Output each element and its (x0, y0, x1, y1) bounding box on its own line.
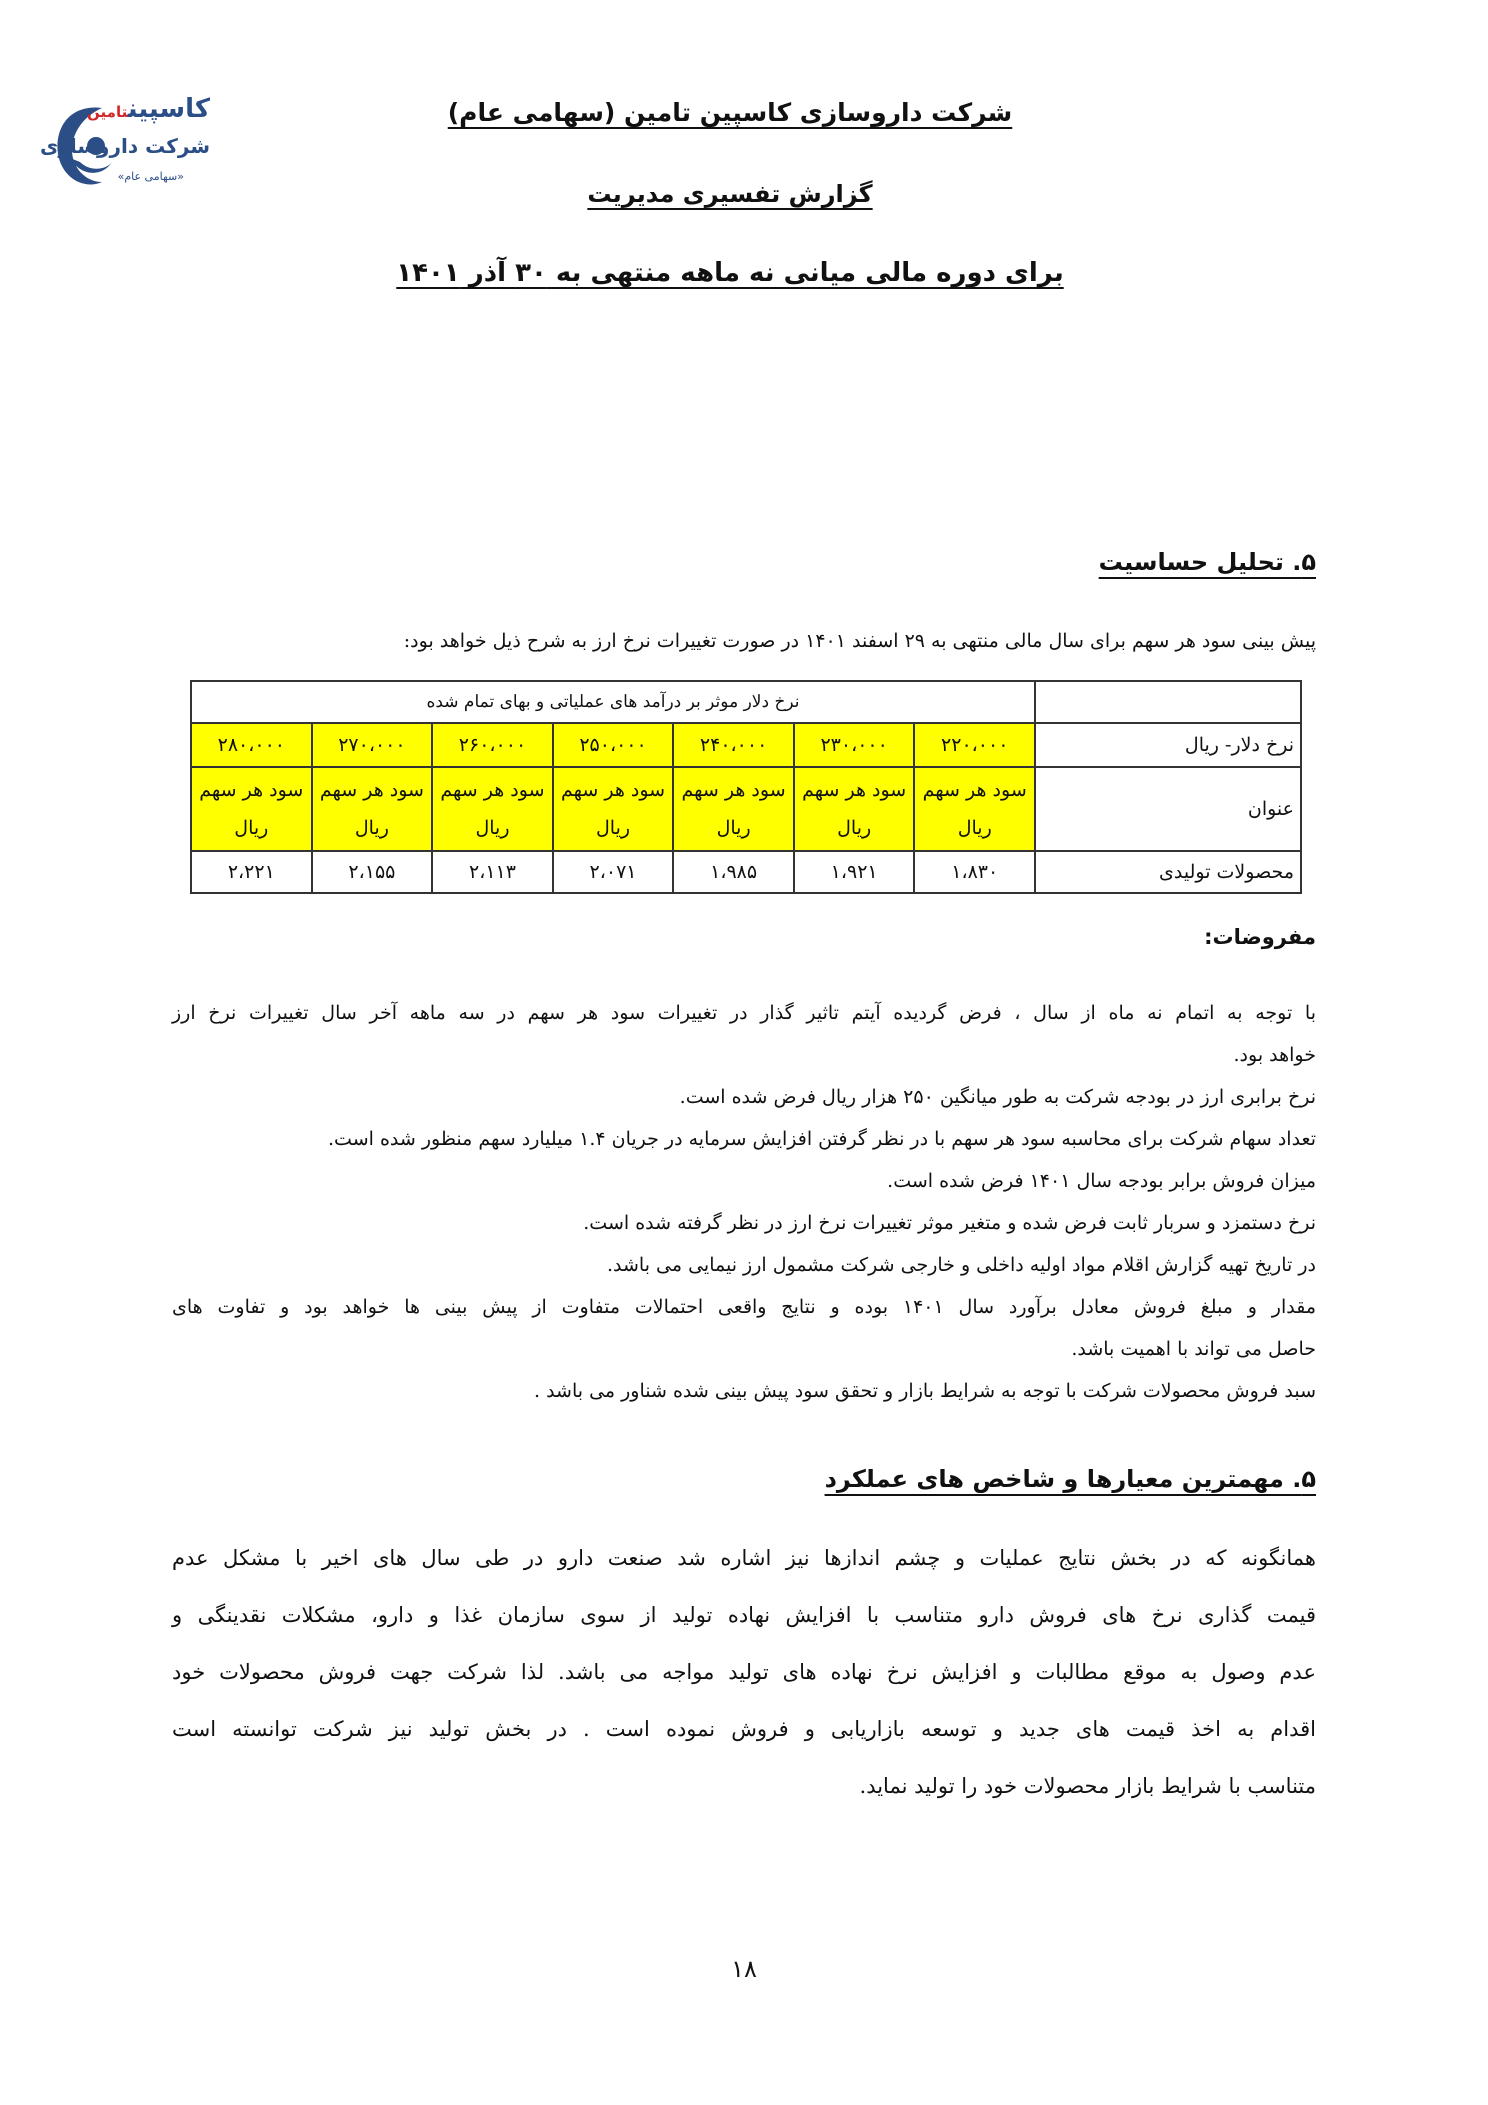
assumption-line: نرخ برابری ارز در بودجه شرکت به طور میانگین ۲۵۰ هزار ریال فرض شده است. (679, 1086, 1316, 1108)
rate-cell: ۲۵۰،۰۰۰ (553, 723, 674, 767)
assumption-line: میزان فروش برابر بودجه سال ۱۴۰۱ فرض شده است. (887, 1170, 1316, 1192)
rate-cell: ۲۶۰،۰۰۰ (432, 723, 553, 767)
eps-value-cell: ۱،۹۲۱ (794, 851, 915, 893)
assumption-line: با توجه به اتمام نه ماه از سال ، فرض گردیده آیتم تاثیر گذار در تغییرات سود هر سهم در سه ماهه آخر سال تغییرات نرخ ارز (172, 1002, 1316, 1024)
assumption-line: تعداد سهام شرکت برای محاسبه سود هر سهم با در نظر گرفتن افزایش سرمایه در جریان ۱.۴ میلیارد سهم منظور شده است. (328, 1128, 1316, 1150)
rate-cell: ۲۷۰،۰۰۰ (312, 723, 433, 767)
section-kpi-title: ۵. مهمترین معیارها و شاخص های عملکرد (824, 1465, 1316, 1493)
eps-header-cell: سود هر سهم ریال (553, 767, 674, 851)
kpi-line: اقدام به اخذ قیمت های جدید و توسعه بازاریابی و فروش نموده است . در بخش تولید نیز شرکت توانسته است (172, 1717, 1316, 1741)
eps-header-cell: سود هر سهم ریال (673, 767, 794, 851)
product-label: محصولات تولیدی (1035, 851, 1301, 893)
logo-caption: «سهامی عام» (117, 170, 184, 183)
kpi-line: متناسب با شرایط بازار محصولات خود را تولید نماید. (859, 1774, 1316, 1798)
eps-header-cell: سود هر سهم ریال (914, 767, 1035, 851)
eps-header-cell: سود هر سهم ریال (312, 767, 433, 851)
period-title: برای دوره مالی میانی نه ماهه منتهی به ۳۰ آذر ۱۴۰۱ (396, 258, 1064, 288)
kpi-line: قیمت گذاری نرخ های فروش دارو متناسب با افزایش نهاده تولید از سوی سازمان غذا و دارو، مشکلات نقدینگی و (172, 1603, 1316, 1627)
rate-cell: ۲۴۰،۰۰۰ (673, 723, 794, 767)
eps-header-cell: سود هر سهم ریال (191, 767, 312, 851)
page-number: ۱۸ (731, 1955, 757, 1983)
rate-cell: ۲۳۰،۰۰۰ (794, 723, 915, 767)
eps-value-cell: ۱،۸۳۰ (914, 851, 1035, 893)
eps-value-cell: ۲،۰۷۱ (553, 851, 674, 893)
assumptions-list (172, 992, 1316, 1412)
kpi-line: همانگونه که در بخش نتایج عملیات و چشم اندازها نیز اشاره شد صنعت دارو در طی سال های اخیر با مشکل عدم (172, 1546, 1316, 1570)
assumptions-title: مفروضات: (1204, 925, 1316, 949)
logo-brand: کاسپینتامین (87, 94, 210, 124)
logo-subtitle: شرکت داروسازی (40, 134, 210, 158)
table-corner-cell (1035, 681, 1301, 723)
rate-label: نرخ دلار- ریال (1035, 723, 1301, 767)
eps-value-cell: ۱،۹۸۵ (673, 851, 794, 893)
rate-cell: ۲۸۰،۰۰۰ (191, 723, 312, 767)
eps-value-cell: ۲،۲۲۱ (191, 851, 312, 893)
rate-cell: ۲۲۰،۰۰۰ (914, 723, 1035, 767)
eps-value-cell: ۲،۱۱۳ (432, 851, 553, 893)
assumption-line: مقدار و مبلغ فروش معادل برآورد سال ۱۴۰۱ بوده و نتایج واقعی احتمالات متفاوت از پیش بینی ها خواهد بود و تفاوت های (172, 1296, 1316, 1318)
eps-value-cell: ۲،۱۵۵ (312, 851, 433, 893)
kpi-line: عدم وصول به موقع مطالبات و افزایش نرخ نهاده های تولید مواجه می باشد. لذا شرکت جهت فروش محصولات خود (172, 1660, 1316, 1684)
assumption-line: خواهد بود. (1233, 1044, 1316, 1066)
company-title: شرکت داروسازی کاسپین تامین (سهامی عام) (447, 98, 1013, 127)
assumption-line: در تاریخ تهیه گزارش اقلام مواد اولیه داخلی و خارجی شرکت مشمول ارز نیمایی می باشد. (606, 1254, 1316, 1276)
company-logo (40, 90, 210, 200)
sensitivity-intro: پیش بینی سود هر سهم برای سال مالی منتهی به ۲۹ اسفند ۱۴۰۱ در صورت تغییرات نرخ ارز به شرح ذیل خواهد بود: (403, 630, 1316, 652)
table-caption: نرخ دلار موثر بر درآمد های عملیاتی و بهای تمام شده (191, 681, 1035, 723)
report-title: گزارش تفسیری مدیریت (587, 180, 873, 208)
assumption-line: نرخ دستمزد و سربار ثابت فرض شده و متغیر موثر تغییرات نرخ ارز در نظر گرفته شده است. (583, 1212, 1316, 1234)
kpi-paragraph (172, 1530, 1316, 1815)
assumption-line: حاصل می تواند با اهمیت باشد. (1071, 1338, 1316, 1360)
assumption-line: سبد فروش محصولات شرکت با توجه به شرایط بازار و تحقق سود پیش بینی شده شناور می باشد . (533, 1380, 1316, 1402)
section-sensitivity-title: ۵. تحلیل حساسیت (1098, 548, 1316, 576)
eps-header-cell: سود هر سهم ریال (432, 767, 553, 851)
eps-header-cell: سود هر سهم ریال (794, 767, 915, 851)
title-label: عنوان (1035, 767, 1301, 851)
sensitivity-table (190, 680, 1302, 894)
